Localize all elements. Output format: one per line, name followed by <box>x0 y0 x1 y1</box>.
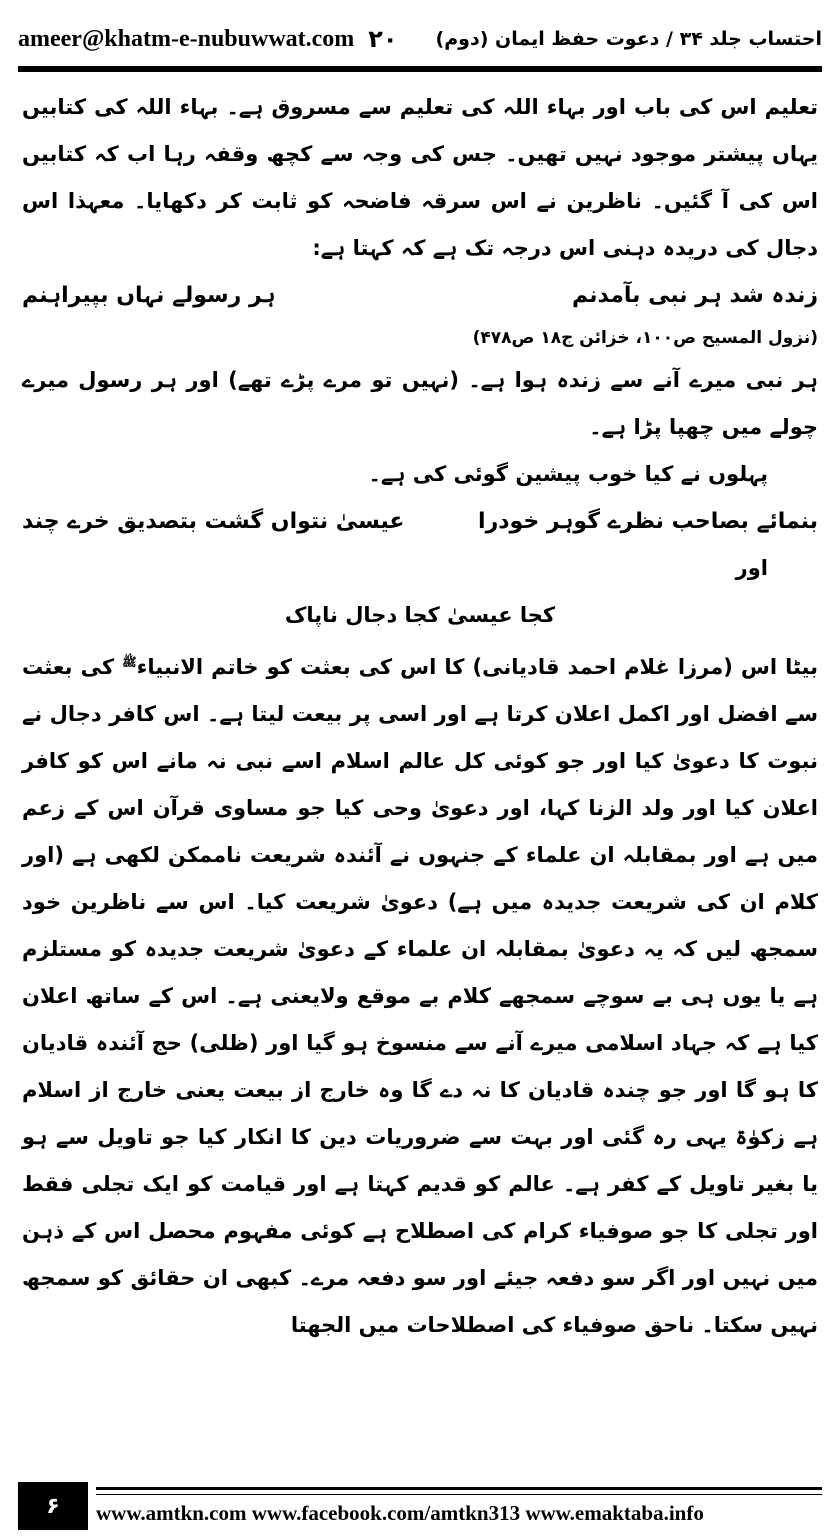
reference-1: (نزول المسیح ص۱۰۰، خزائن ج۱۸ ص۴۷۸) <box>472 328 818 348</box>
paragraph-2: ہر نبی میرے آنے سے زندہ ہوا ہے۔ (نہیں تو مرے پڑے تھے) اور ہر رسول میرے چولے میں چھپا پڑا ہے۔ <box>22 368 818 439</box>
honorific-mark: ﷺ <box>122 655 137 669</box>
paragraph-1: تعلیم اس کی باب اور بہاء اللہ کی تعلیم سے مسروق ہے۔ بہاء اللہ کی کتابیں یہاں پیشتر موجود نہیں تھیں۔ جس کی وجہ سے کچھ وقفہ رہا اب کہ کتابیں اس کی آ گئیں۔ ناظرین نے اس سرقہ فاضحہ کو ثابت کر دکھایا۔ معہذا اس دجال کی دریدہ دہنی اس درجہ تک ہے کہ کہتا ہے: <box>22 95 818 260</box>
verse-2-first-hemistich: بنمائے بصاحب نظرے گوہر خودرا <box>478 509 818 534</box>
page-footer <box>18 1482 822 1530</box>
paragraph-4-start: بیٹا اس (مرزا غلام احمد قادیانی) کا اس کی بعثت کو خاتم الانبیاء <box>136 655 819 679</box>
paragraph-4 <box>22 639 818 1349</box>
verse-1 <box>22 272 818 319</box>
verse-3: کجا عیسیٰ کجا دجال ناپاک <box>284 603 556 627</box>
paragraph-4-rest: کی بعثت سے افضل اور اکمل اعلان کرتا ہے اور اسی پر بیعت لیتا ہے۔ اس کافر دجال نے نبوت کا دعویٰ کیا اور جو کوئی کل عالم اسلام اسے نبی نہ مانے اس کو کافر اعلان کیا اور ولد الزنا کہا، اور دعویٰ وحی کیا جو مساوی قرآن اس کے زعم میں ہے اور بمقابلہ ان علماء کے جنہوں نے آئندہ شریعت ناممکن لکھی ہے (اور کلام ان کی شریعت جدیدہ میں ہے) دعویٰ شریعت کیا۔ اس سے ناظرین خود سمجھ لیں کہ یہ دعویٰ بمقابلہ ان علماء کے دعویٰ شریعت جدیدہ کو مستلزم ہے یا یوں ہی بے سوچے سمجھے کلام بے موقع ولایعنی ہے۔ اس کے ساتھ اعلان کیا ہے کہ جہاد اسلامی میرے آنے سے منسوخ ہو گیا اور (ظلی) حج آئندہ قادیان کا ہو گا اور جو چندہ قادیان کا نہ دے گا وہ خارج از بیعت یعنی خارج از اسلام ہے زکوٰۃ یہی رہ گئی اور بہت سے ضروریات دین کا انکار کیا جو تاویل سے ہو یا بغیر تاویل کے کفر ہے۔ عالم کو قدیم کہتا ہے اور قیامت کو ایک تجلی فقط اور تجلی کا جو صوفیاء کرام کی اصطلاح ہے کوئی مفہوم محصل اس کے ذہن میں نہیں اور اگر سو دفعہ جیئے اور سو دفعہ مرے۔ کبھی ان حقائق کو سمجھ نہیں سکتا۔ ناحق صوفیاء کی اصطلاحات میں الجھتا <box>22 655 818 1337</box>
conjunction-and: اور <box>735 556 768 580</box>
verse-1-second-hemistich: ہر رسولے نہاں بپیراہنم <box>22 283 276 308</box>
page-number: ۲۰ <box>368 25 398 53</box>
footer-links: www.amtkn.com www.facebook.com/amtkn313 www.emaktaba.info <box>96 1500 704 1525</box>
paragraph-3: پہلوں نے کیا خوب پیشین گوئی کی ہے۔ <box>368 462 768 486</box>
sheet-number: ۶ <box>18 1482 88 1530</box>
running-title: احتساب جلد ۳۴ / دعوت حفظ ایمان (دوم) <box>435 28 822 50</box>
page-header <box>18 18 822 60</box>
page-body <box>22 84 818 1349</box>
header-email: ameer@khatm-e-nubuwwat.com <box>18 25 355 52</box>
header-left <box>18 25 398 53</box>
header-rule <box>18 66 822 72</box>
footer-rule <box>96 1487 822 1495</box>
verse-2-second-hemistich: عیسیٰ نتواں گشت بتصدیق خرے چند <box>22 509 405 534</box>
verse-1-first-hemistich: زندہ شد ہر نبی بآمدنم <box>572 283 818 308</box>
verse-2 <box>22 498 818 545</box>
footer-right <box>88 1482 822 1530</box>
